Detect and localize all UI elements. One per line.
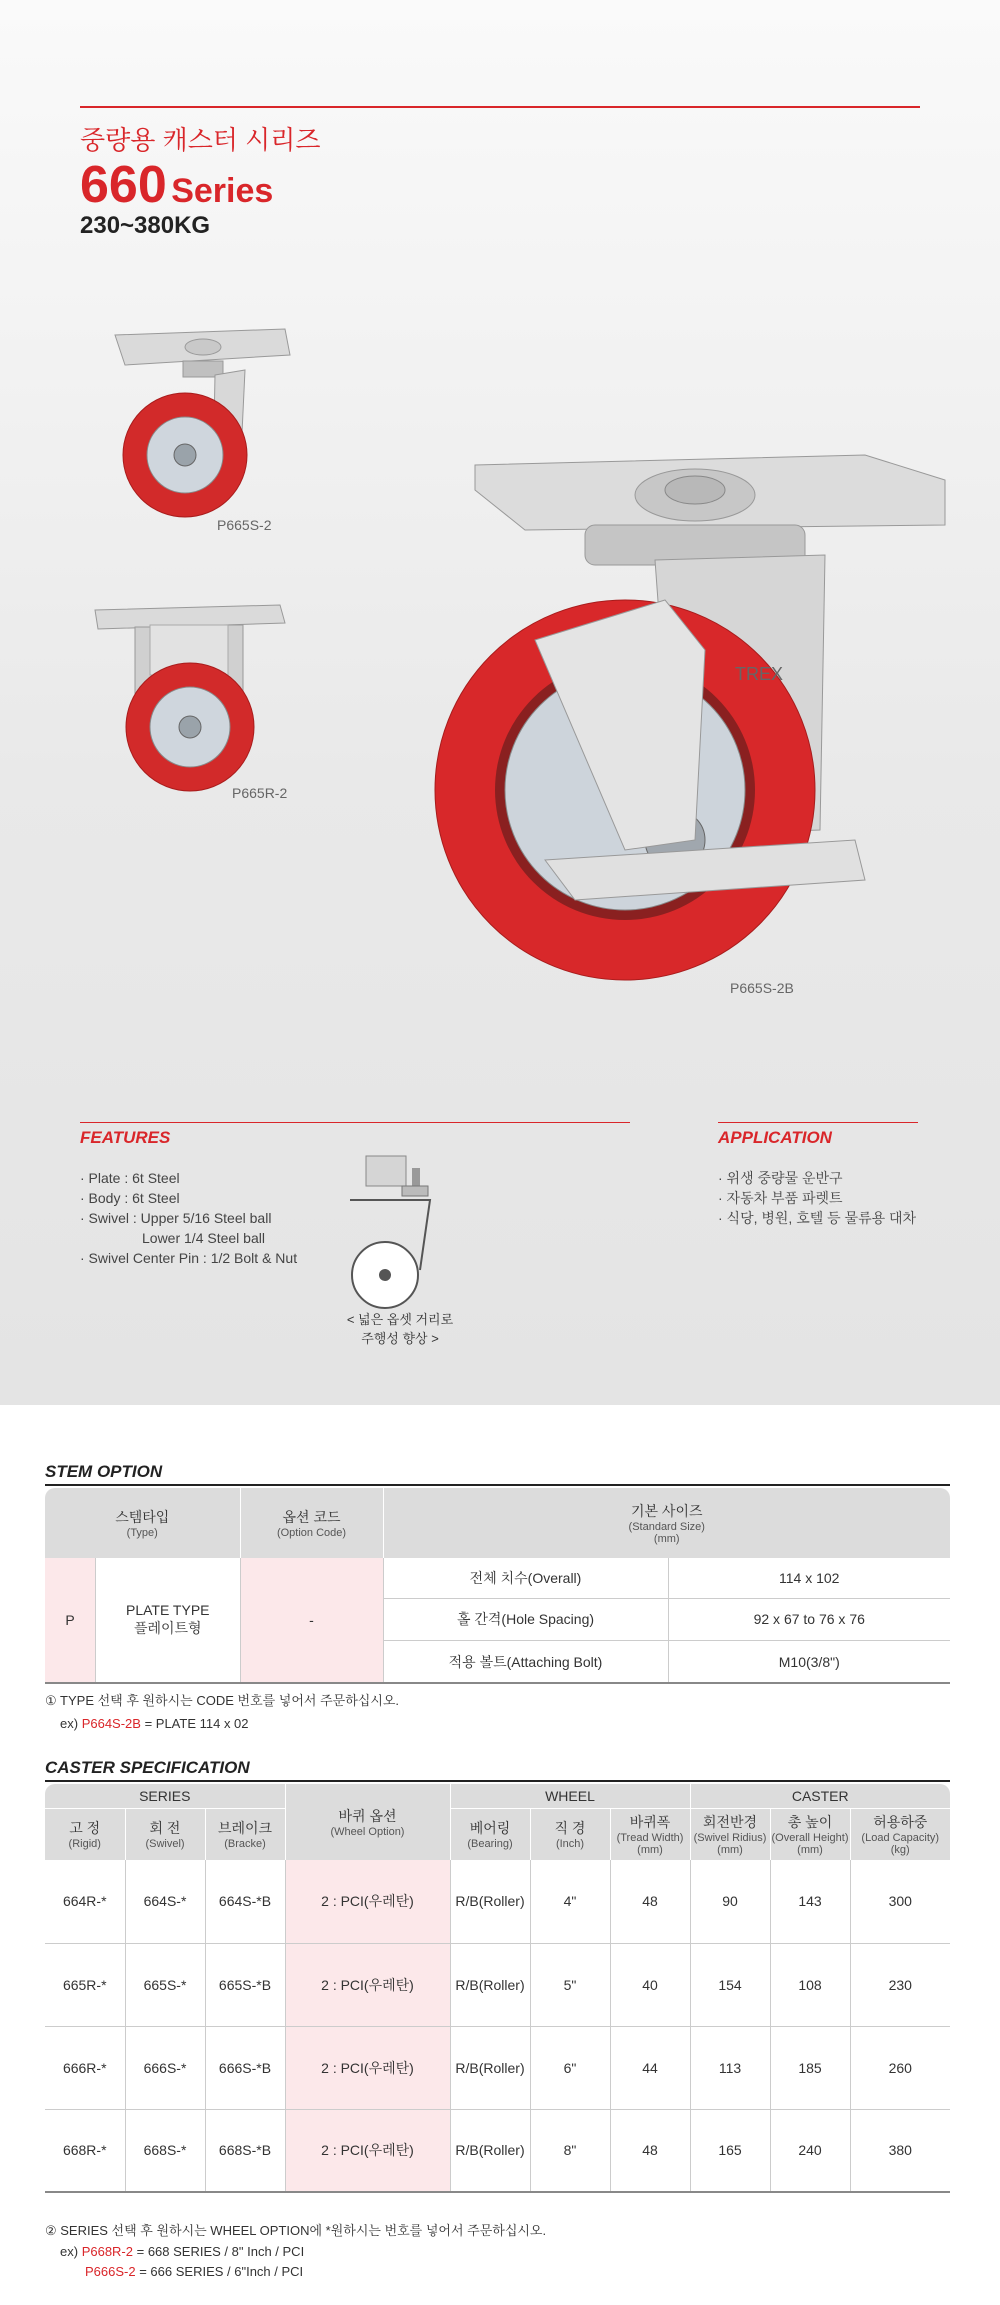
col-wheel-option — [285, 1784, 450, 1860]
col-label-en: (Overall Height) — [771, 1832, 849, 1845]
col-overall-height — [770, 1808, 850, 1860]
col-size-unit: (mm) — [653, 1533, 680, 1545]
swivel-caster-image — [95, 315, 305, 530]
table-cell: 666S-* — [125, 2026, 205, 2109]
brake-caster-image — [425, 410, 955, 1000]
col-size-kr: 기본 사이즈 — [630, 1503, 703, 1519]
col-size — [383, 1488, 950, 1558]
table-cell: 665R-* — [62, 1976, 107, 1993]
stem-option-example — [60, 1716, 249, 1731]
table-cell: 666R-* — [62, 2059, 107, 2076]
spec-label: 홀 간격(Hole Spacing) — [383, 1598, 668, 1640]
series-title — [80, 155, 273, 215]
caption-line: < 넓은 옵셋 거리로 — [346, 1312, 454, 1327]
col-label-kr: 브레이크 — [217, 1820, 273, 1837]
table-cell: 665S-* — [125, 1943, 205, 2026]
table-cell: 143 — [770, 1860, 850, 1943]
table-cell: 668S-*B — [205, 2109, 285, 2192]
example-rest: = 666 SERIES / 6"Inch / PCI — [139, 2264, 304, 2279]
table-cell: 664S-*B — [205, 1860, 285, 1943]
offset-diagram — [340, 1150, 460, 1310]
table-cell: 5" — [530, 1943, 610, 2026]
feature-item: · Swivel Center Pin : 1/2 Bolt & Nut — [80, 1250, 298, 1266]
caster-spec-heading: CASTER SPECIFICATION — [45, 1758, 250, 1777]
feature-item: · Plate : 6t Steel — [80, 1170, 180, 1186]
col-swivel-radius — [690, 1808, 770, 1860]
features-list — [80, 1168, 297, 1268]
caster-spec-example-2 — [85, 2264, 303, 2279]
col-label-en: (Tread Width) — [616, 1832, 684, 1845]
example-rest: = 668 SERIES / 8" Inch / PCI — [136, 2244, 305, 2259]
feature-item: Lower 1/4 Steel ball — [142, 1230, 265, 1246]
feature-item: · Swivel : Upper 5/16 Steel ball — [80, 1210, 272, 1226]
application-item: · 위생 중량물 운반구 — [718, 1170, 843, 1186]
table-cell: 113 — [690, 2026, 770, 2109]
table-cell: 2 : PCI(우레탄) — [285, 1943, 450, 2026]
example-code: P664S-2B — [81, 1716, 141, 1731]
series-korean-title: 중량용 캐스터 시리즈 — [80, 125, 321, 155]
features-heading: FEATURES — [80, 1128, 171, 1147]
example-prefix: ex) — [60, 2244, 79, 2259]
col-rigid — [45, 1808, 125, 1860]
table-cell: R/B(Roller) — [450, 2109, 530, 2192]
spec-value: M10(3/8") — [668, 1641, 950, 1683]
col-label-kr: 고 정 — [69, 1820, 101, 1837]
col-size-en: (Standard Size) — [628, 1521, 705, 1533]
table-row — [45, 2109, 950, 2192]
table-cell: 6" — [530, 2026, 610, 2109]
col-type-kr: 스템타입 — [115, 1509, 170, 1525]
col-label-kr: 바퀴 옵션 — [338, 1808, 397, 1824]
table-cell: 40 — [610, 1943, 690, 2026]
table-cell: 664R-* — [62, 1893, 107, 1910]
table-cell: 48 — [610, 2109, 690, 2192]
col-label-en: (Swivel Ridius) — [693, 1832, 767, 1845]
col-label-en: (Wheel Option) — [330, 1826, 405, 1838]
col-code-en: (Option Code) — [276, 1527, 347, 1539]
table-cell: 44 — [610, 2026, 690, 2109]
col-tread-width — [610, 1808, 690, 1860]
table-cell: 664S-* — [125, 1860, 205, 1943]
example-prefix: ex) — [60, 1716, 79, 1731]
table-cell: 90 — [690, 1860, 770, 1943]
table-cell: 154 — [690, 1943, 770, 2026]
table-cell: 260 — [850, 2026, 950, 2109]
offset-caption — [320, 1310, 480, 1348]
table-cell: 240 — [770, 2109, 850, 2192]
caster-spec-table — [45, 1784, 950, 2193]
table-cell: 108 — [770, 1943, 850, 2026]
col-brake — [205, 1808, 285, 1860]
application-item: · 자동차 부품 파렛트 — [718, 1190, 843, 1206]
table-row — [45, 1943, 950, 2026]
col-label-kr: 베어링 — [469, 1820, 511, 1837]
table-cell: R/B(Roller) — [450, 2026, 530, 2109]
col-label-en: (Load Capacity) — [861, 1832, 940, 1845]
type-code: P — [45, 1558, 95, 1682]
table-cell: 165 — [690, 2109, 770, 2192]
col-type-en: (Type) — [126, 1527, 158, 1539]
application-heading: APPLICATION — [718, 1128, 832, 1147]
series-number: 660 — [80, 156, 167, 214]
features-rule — [80, 1122, 630, 1123]
brake-caster-label: P665S-2B — [730, 980, 794, 996]
type-cell — [45, 1558, 240, 1683]
stem-option-rule — [45, 1484, 950, 1486]
col-code-kr: 옵션 코드 — [282, 1509, 341, 1525]
load-range: 230~380KG — [80, 212, 211, 239]
col-label-kr: 직 경 — [554, 1820, 586, 1837]
table-cell: 665S-*B — [205, 1943, 285, 2026]
col-label-unit: (mm) — [637, 1844, 663, 1857]
table-cell: 48 — [610, 1860, 690, 1943]
table-cell: 668S-* — [125, 2109, 205, 2192]
table-cell: 2 : PCI(우레탄) — [285, 1860, 450, 1943]
col-label-kr: 허용하중 — [873, 1814, 928, 1831]
type-name — [95, 1558, 240, 1682]
col-diameter — [530, 1808, 610, 1860]
table-cell: R/B(Roller) — [450, 1943, 530, 2026]
stem-option-heading: STEM OPTION — [45, 1462, 163, 1481]
col-type — [45, 1488, 240, 1558]
application-list — [718, 1168, 916, 1228]
group-series: SERIES — [45, 1784, 285, 1808]
table-cell: 300 — [850, 1860, 950, 1943]
type-name-en: PLATE TYPE — [125, 1602, 210, 1618]
header-top-rule — [80, 106, 920, 108]
caster-spec-rule — [45, 1780, 950, 1782]
rigid-caster-label: P665R-2 — [232, 785, 288, 801]
table-cell: 2 : PCI(우레탄) — [285, 2109, 450, 2192]
example-rest: = PLATE 114 x 02 — [144, 1716, 249, 1731]
example-code: P668R-2 — [81, 2244, 133, 2259]
feature-item: · Body : 6t Steel — [80, 1190, 180, 1206]
stem-option-table — [45, 1488, 950, 1684]
col-label-en: (Swivel) — [145, 1838, 185, 1851]
table-row — [45, 2026, 950, 2109]
caster-spec-rows — [45, 1860, 950, 2192]
caster-spec-example-1 — [60, 2244, 304, 2259]
col-label-kr: 회전반경 — [702, 1814, 758, 1831]
type-name-kr: 플레이트형 — [133, 1620, 202, 1636]
col-label-en: (Bearing) — [467, 1838, 513, 1851]
table-cell: 666S-*B — [205, 2026, 285, 2109]
table-cell: 668R-* — [62, 2142, 107, 2159]
series-word: Series — [171, 172, 274, 210]
spec-label: 전체 치수(Overall) — [383, 1558, 668, 1598]
option-code: - — [240, 1558, 383, 1683]
col-swivel — [125, 1808, 205, 1860]
table-cell: 380 — [850, 2109, 950, 2192]
table-cell: 8" — [530, 2109, 610, 2192]
table-cell: R/B(Roller) — [450, 1860, 530, 1943]
example-code: P666S-2 — [85, 2264, 136, 2279]
rigid-caster-image — [90, 595, 290, 805]
caption-line: 주행성 향상 > — [361, 1331, 439, 1346]
col-label-en: (Inch) — [555, 1838, 585, 1851]
table-row — [45, 1860, 950, 1943]
group-wheel: WHEEL — [450, 1784, 690, 1808]
brand-logo: TREX — [735, 664, 784, 684]
col-bearing — [450, 1808, 530, 1860]
col-label-en: (Rigid) — [68, 1838, 101, 1851]
table-cell: 2 : PCI(우레탄) — [285, 2026, 450, 2109]
group-caster: CASTER — [690, 1784, 950, 1808]
swivel-caster-label: P665S-2 — [217, 517, 272, 533]
col-load-capacity — [850, 1808, 950, 1860]
col-label-unit: (mm) — [717, 1844, 743, 1857]
table-cell: 4" — [530, 1860, 610, 1943]
col-label-en: (Bracke) — [224, 1838, 266, 1851]
col-label-unit: (kg) — [890, 1844, 910, 1857]
spec-value: 92 x 67 to 76 x 76 — [668, 1598, 950, 1640]
spec-label: 적용 볼트(Attaching Bolt) — [383, 1641, 668, 1683]
stem-option-note: ① TYPE 선택 후 원하시는 CODE 번호를 넣어서 주문하십시오. — [45, 1693, 400, 1708]
col-code — [240, 1488, 383, 1558]
caster-spec-note: ② SERIES 선택 후 원하시는 WHEEL OPTION에 *원하시는 번호를 넣어서 주문하십시오. — [45, 2223, 547, 2238]
application-rule — [718, 1122, 918, 1123]
table-cell: 185 — [770, 2026, 850, 2109]
col-label-unit: (mm) — [797, 1844, 823, 1857]
col-label-kr: 바퀴폭 — [629, 1814, 671, 1831]
spec-value: 114 x 102 — [668, 1558, 950, 1598]
table-cell: 230 — [850, 1943, 950, 2026]
col-label-kr: 회 전 — [149, 1820, 181, 1837]
application-item: · 식당, 병원, 호텔 등 물류용 대차 — [718, 1210, 917, 1226]
col-label-kr: 총 높이 — [787, 1814, 833, 1831]
